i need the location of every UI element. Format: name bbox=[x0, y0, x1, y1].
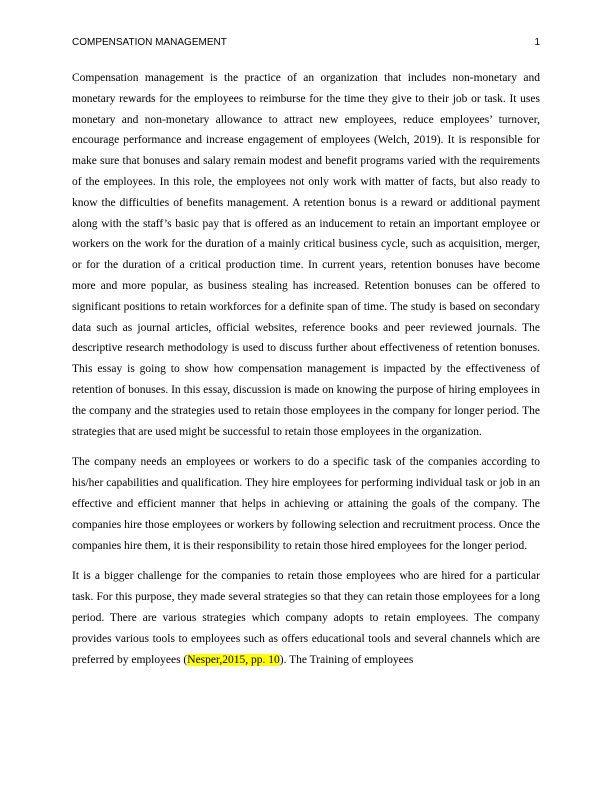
paragraph-3-text-after: ). The Training of employees bbox=[279, 653, 414, 666]
page-number: 1 bbox=[534, 37, 540, 48]
paragraph-2: The company needs an employees or workers to do a specific task of the companies according to his/her capabilities and qualification. They hire employees for performing individual task or job in an effective and efficient manner that helps in achieving or attaining the goals of the company. The companies hire those employees or workers by following selection and recruitment process. Once the companies hire them, it is their responsibility to retain those hired employees for the longer period. bbox=[72, 456, 540, 552]
running-title: COMPENSATION MANAGEMENT bbox=[72, 37, 227, 48]
paragraph-1: Compensation management is the practice of an organization that includes non-monetary and monetary rewards for the employees to reimburse for the time they give to their job or task. It uses monetary and non-monetary allowance to attract new employees, reduce employees’ turnover, encourage performance and increase engagement of employees (Welch, 2019). It is responsible for make sure that bonuses and salary remain modest and benefit programs varied with the requirements of the employees. In this role, the employees not only work with matter of facts, but also ready to know the difficulties of benefits management. A retention bonus is a reward or additional payment along with the staff’s basic pay that is offered as an inducement to retain an important employee or workers on the work for the duration of a mainly critical business cycle, such as acquisition, merger, or for the duration of a critical production time. In current years, retention bonuses have become more and more popular, as business stealing has increased. Retention bonuses can be offered to significant positions to retain workforces for a definite span of time. The study is based on secondary data such as journal articles, official websites, reference books and peer reviewed journals. The descriptive research methodology is used to discuss further about effectiveness of retention bonuses. This essay is going to show how compensation management is impacted by the effectiveness of retention of bonuses. In this essay, discussion is made on knowing the purpose of hiring employees in the company and the strategies used to retain those employees in the company for longer period. The strategies that are used might be successful to retain those employees in the organization. bbox=[72, 72, 540, 438]
paragraph-3-text-before: It is a bigger challenge for the companies to retain those employees who are hired for a particular task. For this purpose, they made several strategies so that they can retain those employees for a long period. There are various strategies which company adopts to retain employees. The company provides various tools to employees such as offers educational tools and several channels which are preferred by employees ( bbox=[72, 570, 540, 666]
body-text bbox=[72, 68, 540, 680]
highlighted-citation: Nesper,2015, pp. 10 bbox=[187, 653, 280, 666]
paragraph-3 bbox=[72, 566, 540, 670]
page-header bbox=[72, 37, 540, 48]
